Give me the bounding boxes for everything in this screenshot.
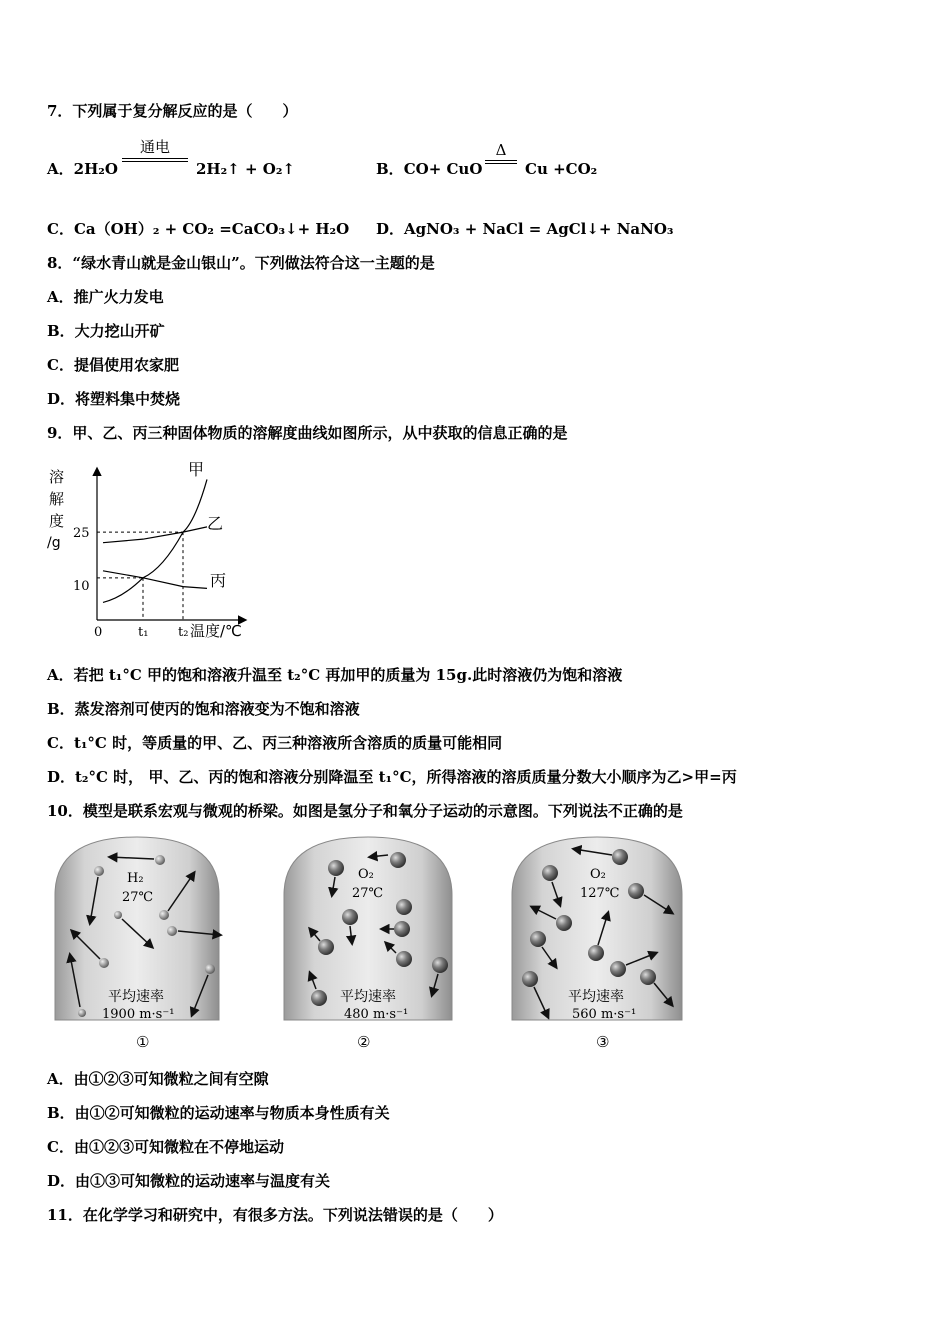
y-label-3: 度: [49, 512, 65, 530]
y-label-2: 解: [49, 490, 65, 508]
panel-2-gas: O₂: [358, 867, 374, 882]
panel-1-rate: 1900 m·s⁻¹: [102, 1007, 175, 1022]
panel-3-rate: 560 m·s⁻¹: [572, 1007, 637, 1022]
q8-option-a: A．推广火力发电: [47, 288, 164, 306]
q8-option-b: B．大力挖山开矿: [47, 322, 165, 340]
q7-a-condition: 通电: [139, 138, 170, 156]
molecule: [588, 945, 604, 961]
q9-option-b: B．蒸发溶剂可使丙的饱和溶液变为不饱和溶液: [47, 700, 360, 718]
molecule: [542, 865, 558, 881]
series-label-bing: 丙: [210, 571, 227, 590]
q9-stem: 9．甲、乙、丙三种固体物质的溶解度曲线如图所示，从中获取的信息正确的是: [47, 424, 568, 442]
q7-b-right: Cu +CO₂: [525, 160, 598, 178]
y-label-1: 溶: [49, 468, 65, 486]
molecule: [311, 990, 327, 1006]
curve-yi: [103, 527, 207, 543]
q7-b-equals-bar: [485, 160, 517, 164]
q10-option-b: B．由①②可知微粒的运动速率与物质本身性质有关: [47, 1104, 390, 1122]
panel-2-rate-label: 平均速率: [340, 989, 396, 1005]
molecule: [610, 961, 626, 977]
q10-stem: 10．模型是联系宏观与微观的桥梁。如图是氢分子和氧分子运动的示意图。下列说法不正确的是: [47, 802, 683, 820]
q7-option-a: [47, 159, 118, 179]
q7-option-b: [376, 159, 482, 179]
molecule: [556, 915, 572, 931]
molecule: [522, 971, 538, 987]
molecule-motion-figure: [52, 835, 692, 1050]
q11-stem: 11．在化学学习和研究中，有很多方法。下列说法错误的是（ ）: [47, 1206, 503, 1224]
q8-stem: 8．“绿水青山就是金山银山”。下列做法符合这一主题的是: [47, 254, 435, 272]
molecule: [155, 855, 165, 865]
q7-stem: 7．下列属于复分解反应的是（ ）: [47, 102, 298, 120]
molecule: [390, 852, 406, 868]
panel-1-temp: 27℃: [122, 890, 154, 905]
y-tick-label: 25: [73, 526, 90, 542]
molecule: [114, 911, 122, 919]
molecule: [78, 1009, 86, 1017]
series-label-jia: 甲: [188, 460, 205, 479]
molecule: [159, 910, 169, 920]
panel-1-h2: [55, 837, 220, 1050]
molecule: [167, 926, 177, 936]
q7-a-equals-bar: [122, 158, 188, 162]
x-tick-label: 0: [94, 625, 103, 640]
molecule: [530, 931, 546, 947]
q10-option-a: A．由①②③可知微粒之间有空隙: [47, 1070, 269, 1088]
molecule: [328, 860, 344, 876]
x-tick-label: t₁: [138, 625, 149, 640]
q9-option-c: C．t₁°C 时，等质量的甲、乙、丙三种溶液所含溶质的质量可能相同: [47, 734, 503, 752]
molecule: [396, 951, 412, 967]
molecule: [94, 866, 104, 876]
panel-1-gas: H₂: [127, 871, 144, 886]
molecule: [640, 969, 656, 985]
x-axis-label: 温度/℃: [190, 622, 242, 640]
panel-1-rate-label: 平均速率: [108, 989, 164, 1005]
y-label-4: /g: [47, 535, 61, 551]
panel-3-number: ③: [596, 1033, 610, 1050]
panel-3-gas: O₂: [590, 867, 606, 882]
q7-a-label: A．: [47, 160, 74, 178]
y-tick-label: 10: [73, 578, 90, 594]
q10-option-c: C．由①②③可知微粒在不停地运动: [47, 1138, 284, 1156]
panel-1-number: ①: [136, 1033, 150, 1050]
q7-b-condition: Δ: [495, 141, 507, 159]
q9-option-a: A．若把 t₁°C 甲的饱和溶液升温至 t₂°C 再加甲的质量为 15g.此时溶液仍为饱和溶液: [47, 666, 623, 684]
molecule: [396, 899, 412, 915]
q10-option-d: D．由①③可知微粒的运动速率与温度有关: [47, 1172, 331, 1190]
panel-2-rate: 480 m·s⁻¹: [344, 1007, 409, 1022]
q7-b-label: B．: [376, 160, 404, 178]
molecule: [318, 939, 334, 955]
q7-option-c: C．Ca（OH）₂ + CO₂ =CaCO₃↓+ H₂O: [47, 220, 350, 238]
curve-bing: [103, 571, 207, 589]
molecule: [205, 964, 215, 974]
q8-option-c: C．提倡使用农家肥: [47, 356, 179, 374]
molecule: [612, 849, 628, 865]
q9-option-d: D．t₂°C 时， 甲、乙、丙的饱和溶液分别降温至 t₁°C，所得溶液的溶质质量分数大小顺序为乙>甲=丙: [47, 768, 737, 786]
molecule: [394, 921, 410, 937]
panel-2-number: ②: [357, 1033, 371, 1050]
molecule: [342, 909, 358, 925]
panel-2-o2: [284, 837, 452, 1050]
molecule: [432, 957, 448, 973]
q8-option-d: D．将塑料集中焚烧: [47, 390, 181, 408]
panel-2-temp: 27℃: [352, 886, 384, 901]
panel-3-rate-label: 平均速率: [568, 989, 624, 1005]
q7-b-left: CO+ CuO: [403, 160, 483, 178]
q7-a-right: 2H₂↑ + O₂↑: [196, 160, 295, 178]
q7-option-d: D．AgNO₃ + NaCl = AgCl↓+ NaNO₃: [376, 220, 674, 238]
solubility-chart: [45, 455, 255, 645]
molecule: [628, 883, 644, 899]
series-label-yi: 乙: [207, 514, 224, 533]
panel-3-temp: 127℃: [580, 886, 620, 901]
panel-3-o2: [512, 837, 682, 1050]
x-tick-label: t₂: [178, 625, 189, 640]
q7-a-left: 2H₂O: [73, 160, 118, 178]
molecule: [99, 958, 109, 968]
